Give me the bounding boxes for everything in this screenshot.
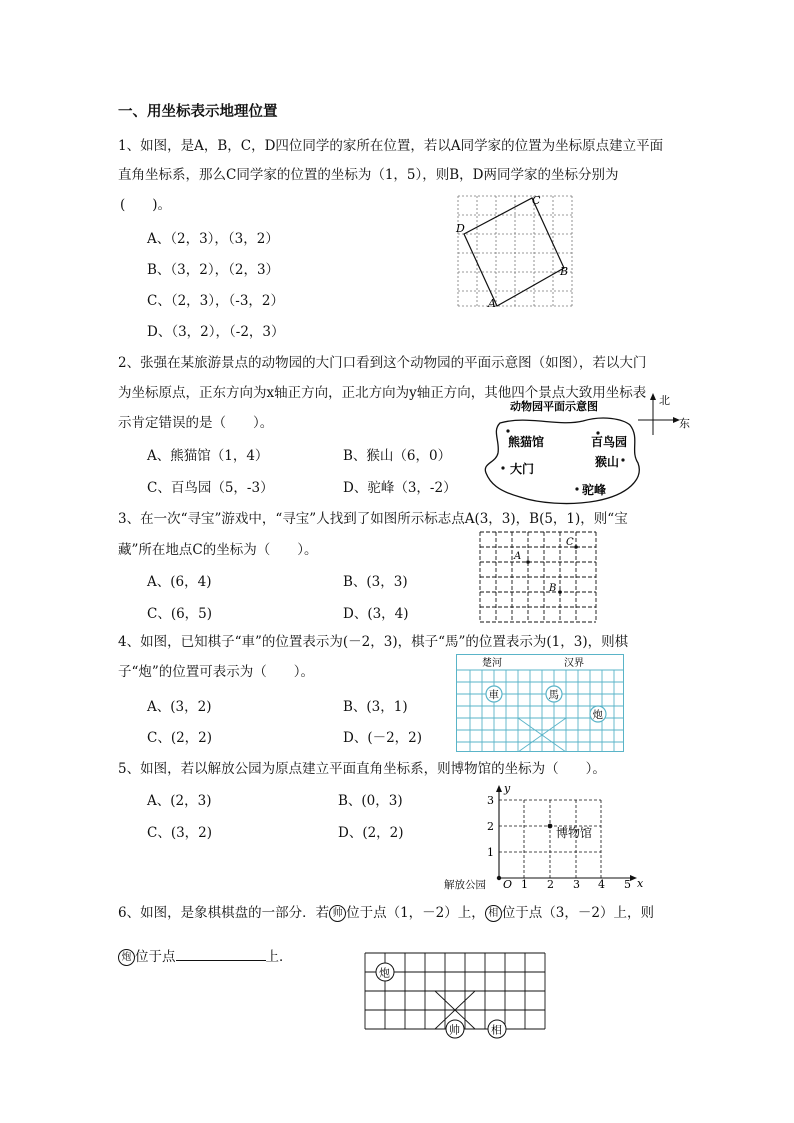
q4-line2: 子“炮”的位置可表示为（ ）。 [118,664,315,680]
q6-line2 [118,946,293,966]
q5-option-a: A、(2，3) [147,793,212,809]
q3-line1: 3、在一次“寻宝”游戏中，“寻宝”人找到了如图所示标志点A(3，3)，B(5，1)，则“宝 [118,511,628,527]
q3-treasure-grid [478,530,600,626]
q2-line3: 示肯定错误的是（ ）。 [118,415,274,431]
q6-line1-part-c: 位于点（3，－2）上，则 [501,905,654,921]
q4-piece-che: 車 [488,689,499,701]
q4-line1: 4、如图，已知棋子“車”的位置表示为(－2，3)，棋子“馬”的位置表示为(1，3)，则棋 [118,634,629,650]
q6-board-xiang: 相 [491,1023,502,1037]
q3-option-b: B、(3，3) [343,574,408,590]
q2-east-label: 东 [679,417,690,430]
q5-y-axis-label: y [504,782,511,795]
q1-option-b: B、（3，2），（2，3） [147,262,280,278]
q5-x-tick-3: 3 [573,878,580,891]
q4-piece-ma: 馬 [548,689,559,701]
q5-option-c: C、(3，2) [147,825,213,841]
q6-chess-board [362,950,548,1044]
q6-line1 [118,904,654,922]
q1-option-d: D、（3，2），（-2，3） [147,324,285,340]
q1-line1: 1、如图，是A，B，C，D四位同学的家所在位置，若以A同学家的位置为坐标原点建立平面 [118,138,664,154]
q2-gate: 大门 [510,462,535,476]
q3-label-a: A [514,551,522,562]
q6-answer-blank[interactable] [176,946,266,961]
q3-option-d: D、(3，4) [343,606,409,622]
q5-x-tick-1: 1 [521,878,528,891]
q2-map-title: 动物园平面示意图 [510,400,598,413]
q4-chess-board [456,654,624,752]
q5-option-b: B、(0，3) [338,793,403,809]
q5-x-tick-2: 2 [547,878,554,891]
q1-option-a: A、（2，3），（3，2） [147,231,279,247]
q5-x-tick-4: 4 [598,878,605,891]
q1-label-b: B [560,265,569,278]
q1-label-c: C [532,194,541,207]
shuai-piece-icon: 帅 [329,905,346,922]
q2-line1: 2、张强在某旅游景点的动物园的大门口看到这个动物园的平面示意图（如图），若以大门 [118,355,647,371]
q3-option-c: C、(6，5) [147,606,213,622]
q6-line2-part-c: 上． [265,949,293,965]
q4-river-right: 汉界 [564,658,584,669]
q5-coordinate-figure [444,780,646,892]
q2-option-c: C、百鸟园（5，-3） [147,480,274,496]
xiang-piece-icon: 相 [485,905,502,922]
q2-option-d: D、驼峰（3，-2） [343,480,457,496]
q2-zoo-map [478,393,694,509]
q5-x-tick-5: 5 [624,878,631,891]
q5-origin-label: O [503,878,513,891]
q5-museum-label: 博物馆 [556,826,593,840]
q5-line1: 5、如图，若以解放公园为原点建立平面直角坐标系，则博物馆的坐标为（ ）。 [118,761,606,777]
q2-north-label: 北 [659,394,670,407]
q6-board-pao: 炮 [379,966,390,980]
q2-option-b: B、猴山（6，0） [343,448,452,464]
q2-bird-garden: 百鸟园 [591,435,628,449]
q5-x-axis-label: x [637,877,644,890]
q3-label-b: B [549,583,557,594]
q5-y-tick-3: 3 [487,794,494,807]
q1-line3: ( )。 [120,197,172,213]
q3-label-c: C [566,537,574,548]
q6-line1-part-b: 位于点（1，－2）上， [346,905,485,921]
q2-camel-peak: 驼峰 [582,483,607,497]
q2-line2: 为坐标原点，正东方向为x轴正方向，正北方向为y轴正方向，其他四个景点大致用坐标表 [118,385,647,401]
section-title: 一、用坐标表示地理位置 [118,104,278,120]
q6-line1-part-a: 6、如图，是象棋棋盘的一部分．若 [118,905,330,921]
q4-option-b: B、(3，1) [343,699,408,715]
q1-label-a: A [488,297,496,310]
q5-y-tick-1: 1 [487,846,494,859]
q1-label-d: D [456,222,465,235]
q3-line2: 藏”所在地点C的坐标为（ ）。 [118,542,318,558]
q5-y-tick-2: 2 [487,820,494,833]
q4-option-d: D、(－2，2) [343,730,423,746]
q1-option-c: C、（2，3），（-3，2） [147,293,284,309]
q4-piece-pao: 炮 [592,709,603,721]
q1-grid-figure [452,192,576,310]
q5-park-label: 解放公园 [444,879,486,891]
q2-option-a: A、熊猫馆（1，4） [147,448,269,464]
q3-option-a: A、(6，4) [147,574,212,590]
q2-panda-hall: 熊猫馆 [508,435,545,449]
q6-board-shuai: 帅 [449,1023,460,1037]
q6-line2-part-b: 位于点 [135,949,176,965]
q4-river-left: 楚河 [482,658,502,669]
pao-piece-icon: 炮 [118,949,135,966]
q1-line2: 直角坐标系，那么C同学家的位置的坐标为（1，5），则B，D两同学家的坐标分别为 [118,167,619,183]
q2-monkey-hill: 猴山 [595,455,620,469]
q5-option-d: D、(2，2) [338,825,404,841]
q4-option-c: C、(2，2) [147,730,213,746]
q4-option-a: A、(3，2) [147,699,212,715]
